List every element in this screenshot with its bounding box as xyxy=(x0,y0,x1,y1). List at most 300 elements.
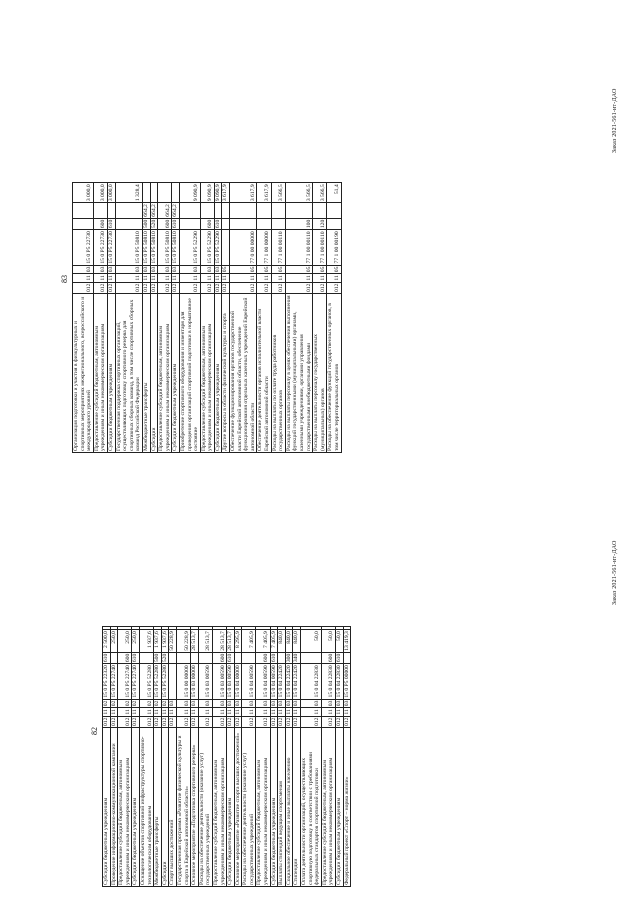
cell-subsection: 03 xyxy=(200,265,214,274)
cell-subsection: 02 xyxy=(161,700,168,707)
row-name: Оснащение объектов спортивной инфраструктуры спортивно-технологическим оборудованием xyxy=(139,728,153,887)
cell-expense-type: 520 xyxy=(161,653,168,663)
cell-expense-type xyxy=(271,218,285,229)
budget-table-body xyxy=(103,627,351,887)
cell-target-article: 77 1 00 00110 xyxy=(313,230,327,265)
cell-section: 11 xyxy=(343,709,350,715)
cell-target-article: 15 0 03 00590 xyxy=(198,664,212,699)
row-name: Расходы на выплаты персоналу государственных (муниципальных) органов xyxy=(313,294,327,453)
cell-expense-type: 520 xyxy=(150,219,157,229)
cell-expense-type xyxy=(115,218,142,229)
cell-ministry: 012 xyxy=(118,716,132,727)
table-row xyxy=(301,627,322,887)
cell-target-article: 15 0 Р5 22740 xyxy=(132,665,139,698)
cell-amount xyxy=(230,203,257,219)
table-row xyxy=(257,183,271,453)
cell-ministry: 012 xyxy=(110,717,117,726)
cell-amount xyxy=(222,203,230,219)
cell-expense-type xyxy=(169,652,177,663)
cell-section: 11 xyxy=(327,274,341,282)
cell-amount: 13 419,3 xyxy=(343,631,350,651)
cell-amount: 7 405,9 xyxy=(256,630,270,653)
cell-ministry: 012 xyxy=(343,717,350,726)
cell-amount xyxy=(321,627,335,630)
cell-amount xyxy=(191,627,199,630)
table-row xyxy=(73,183,94,453)
cell-amount: 3 617,9 xyxy=(257,183,271,203)
table-row xyxy=(242,627,256,887)
cell-section: 11 xyxy=(161,709,168,715)
cell-subsection: 03 xyxy=(93,265,107,274)
cell-target-article: 15 0 03 00590 xyxy=(227,665,234,698)
cell-ministry: 012 xyxy=(107,283,114,292)
table-row xyxy=(139,627,153,887)
page-number: 83 xyxy=(60,275,69,283)
cell-subsection: 05 xyxy=(285,265,312,274)
cell-target-article: 15 0 04 00000 xyxy=(234,665,241,698)
cell-subsection: 03 xyxy=(321,699,335,708)
cell-target-article: 15 0 Р5 00000 xyxy=(343,665,350,698)
row-name: Приобретение спортивного оборудования и инвентаря для приведения организаций спортивной подготовки в нормативное состояние xyxy=(179,294,200,453)
cell-target-article: 77 1 00 00110 xyxy=(285,230,312,265)
cell-section: 11 xyxy=(169,709,176,715)
cell-amount xyxy=(115,203,142,219)
cell-section: 11 xyxy=(222,275,229,281)
cell-expense-type xyxy=(230,218,257,229)
cell-amount xyxy=(103,627,111,630)
cell-subsection: 03 xyxy=(278,700,285,707)
table-row xyxy=(214,183,222,453)
cell-subsection: 03 xyxy=(150,266,157,273)
cell-amount xyxy=(336,627,344,630)
row-name: Предоставление субсидий бюджетным, автономным учреждениям и иным некоммерческим организациям xyxy=(256,728,270,887)
cell-ministry: 012 xyxy=(271,282,285,293)
row-name: Субсидии бюджетным учреждениям xyxy=(107,294,115,453)
page-footer: Заказ 2021-561-ит-ДАО xyxy=(612,540,618,605)
cell-subsection: 03 xyxy=(176,699,190,708)
cell-expense-type xyxy=(198,652,212,663)
cell-section: 11 xyxy=(301,708,322,716)
row-name: Спорт высших достижений xyxy=(169,728,177,887)
table-row xyxy=(179,183,200,453)
row-name: Обеспечение функционирования органов государственной власти Еврейской автономной области, обеспечение функционирования отдельных казенных учреждений Еврейской автономной области xyxy=(230,294,257,453)
cell-section: 11 xyxy=(198,708,212,716)
cell-expense-type: 610 xyxy=(172,219,179,229)
cell-expense-type xyxy=(257,218,271,229)
cell-section: 11 xyxy=(212,708,226,716)
cell-target-article: 77 1 00 00110 xyxy=(271,230,285,265)
cell-target-article: 15 0 04 00590 xyxy=(242,664,256,699)
cell-amount: 250,0 xyxy=(118,630,132,653)
cell-subsection: 03 xyxy=(172,266,179,273)
cell-target-article: 15 0 Р5 50810 xyxy=(158,230,172,265)
cell-amount: 50 228,9 xyxy=(169,631,176,651)
cell-amount xyxy=(176,627,190,630)
cell-expense-type: 610 xyxy=(336,653,342,663)
cell-ministry: 012 xyxy=(154,717,161,726)
cell-amount xyxy=(285,203,312,219)
cell-amount xyxy=(278,627,286,630)
cell-amount xyxy=(293,627,301,630)
cell-amount: 3 566,5 xyxy=(313,183,327,203)
table-row xyxy=(200,183,214,453)
cell-subsection: 03 xyxy=(214,266,221,273)
cell-target-article: 15 0 03 00590 xyxy=(212,664,226,699)
row-name: Предоставление субсидий бюджетным, автономным учреждениям и иным некоммерческим организациям xyxy=(212,728,226,887)
row-name: Предоставление субсидий бюджетным, автономным учреждениям и иным некоммерческим организациям xyxy=(321,728,335,887)
cell-subsection: 03 xyxy=(301,699,322,708)
cell-target-article: 77 1 00 00000 xyxy=(257,230,271,265)
cell-target-article: 15 0 Р5 52290 xyxy=(200,230,214,265)
cell-ministry: 012 xyxy=(132,717,139,726)
table-row xyxy=(150,183,158,453)
cell-subsection: 03 xyxy=(256,699,270,708)
cell-expense-type: 500 xyxy=(154,653,161,663)
cell-amount: 3 566,5 xyxy=(271,183,285,203)
cell-subsection: 05 xyxy=(271,265,285,274)
row-name: Государственная поддержка спортивных организаций, осуществляющих подготовку спортивного резерва для спортивных сборных команд, в том числе спортивных сборных команд Российской Федерации xyxy=(115,294,142,453)
cell-target-article: 15 0 Р5 52280 xyxy=(161,665,168,698)
cell-amount xyxy=(313,203,327,219)
cell-expense-type xyxy=(234,652,242,663)
cell-section: 11 xyxy=(256,708,270,716)
cell-subsection: 03 xyxy=(198,699,212,708)
cell-section: 11 xyxy=(242,708,256,716)
table-row xyxy=(234,627,242,887)
table-row xyxy=(169,627,177,887)
table-row xyxy=(115,183,142,453)
cell-ministry: 012 xyxy=(256,716,270,727)
table-row xyxy=(212,627,226,887)
cell-amount xyxy=(110,627,118,630)
cell-amount: 50 228,9 xyxy=(176,630,190,653)
row-name: Расходы на обеспечение деятельности (оказание услуг) государственных учреждений xyxy=(198,728,212,887)
cell-subsection: 03 xyxy=(293,700,300,707)
cell-section: 11 xyxy=(139,708,153,716)
cell-target-article: 15 0 Р5 50810 xyxy=(142,231,149,264)
cell-amount: 7 405,9 xyxy=(242,630,256,653)
cell-section: 11 xyxy=(179,274,200,282)
cell-ministry: 012 xyxy=(198,716,212,727)
cell-target-article: 15 0 04 22420 xyxy=(285,665,292,698)
cell-target-article: 15 0 Р5 52280 xyxy=(139,664,153,699)
row-name: Обеспечение деятельности органов исполнительной власти Еврейской автономной области xyxy=(257,294,271,453)
table-row xyxy=(198,627,212,887)
cell-subsection: 03 xyxy=(336,700,342,707)
cell-target-article: 15 0 Р5 22730 xyxy=(93,230,107,265)
cell-expense-type xyxy=(301,652,322,663)
cell-section: 11 xyxy=(110,709,117,715)
cell-expense-type: 500 xyxy=(142,219,149,229)
cell-amount: 9 090,9 xyxy=(214,184,221,202)
table-row xyxy=(103,627,111,887)
cell-amount xyxy=(169,627,177,630)
row-name: Расходы на обеспечение деятельности (оказание услуг) государственных учреждений xyxy=(242,728,256,887)
cell-section: 11 xyxy=(132,709,139,715)
cell-ministry: 012 xyxy=(227,717,234,726)
cell-expense-type: 610 xyxy=(103,653,109,663)
cell-subsection: 03 xyxy=(212,699,226,708)
cell-ministry: 012 xyxy=(321,716,335,727)
cell-expense-type: 120 xyxy=(313,218,327,229)
cell-ministry: 012 xyxy=(139,716,153,727)
table-row xyxy=(107,183,115,453)
row-name: Субсидии бюджетным учреждениям xyxy=(227,728,235,887)
cell-target-article: 15 0 Р5 22730 xyxy=(107,231,114,264)
cell-ministry: 012 xyxy=(150,283,157,292)
cell-amount: 28 513,7 xyxy=(191,631,198,651)
cell-ministry: 012 xyxy=(230,282,257,293)
cell-amount: 3 000,0 xyxy=(107,184,114,202)
cell-expense-type xyxy=(179,218,200,229)
cell-amount xyxy=(139,627,153,630)
row-name: Субсидии бюджетным учреждениям xyxy=(172,294,180,453)
cell-amount xyxy=(93,203,107,219)
row-name: Выплаты стипендий ведущим спортсменам xyxy=(278,728,286,887)
cell-amount: 9 090,9 xyxy=(179,183,200,203)
row-name: Проведение информационно-коммуникационной кампании xyxy=(110,728,118,887)
cell-target-article xyxy=(169,664,177,699)
row-name: Оплата деятельности организаций, осуществляющих спортивную подготовку в соответствии с требованиями федеральных стандартов спортивной подготовки xyxy=(301,728,322,887)
cell-amount: 840,0 xyxy=(293,630,301,653)
cell-amount: 1 328,4 xyxy=(115,183,142,203)
cell-amount: 1 937,6 xyxy=(154,630,162,653)
cell-target-article xyxy=(222,230,230,265)
cell-section: 11 xyxy=(214,275,221,281)
cell-expense-type: 600 xyxy=(158,218,172,229)
cell-section: 11 xyxy=(115,274,142,282)
cell-subsection: 03 xyxy=(191,700,198,707)
cell-subsection: 03 xyxy=(343,700,350,707)
cell-target-article: 15 0 04 22830 xyxy=(301,664,322,699)
cell-section: 11 xyxy=(336,709,342,715)
cell-amount: 1 937,6 xyxy=(161,630,169,653)
cell-target-article: 15 0 Р5 52290 xyxy=(214,231,221,264)
cell-expense-type xyxy=(191,652,199,663)
row-name: Предоставление субсидий бюджетным, автономным учреждениям и иным некоммерческим организациям xyxy=(158,294,172,453)
row-name: Субсидии xyxy=(150,294,158,453)
cell-ministry: 012 xyxy=(115,282,142,293)
cell-amount: 840,0 xyxy=(278,630,286,653)
cell-expense-type xyxy=(110,652,118,663)
cell-section: 11 xyxy=(158,274,172,282)
table-row xyxy=(313,183,327,453)
cell-amount: 28 513,7 xyxy=(227,631,234,651)
cell-section: 11 xyxy=(234,709,241,715)
cell-amount: 664,2 xyxy=(172,204,179,217)
cell-section: 11 xyxy=(103,709,109,715)
cell-subsection: 05 xyxy=(222,266,229,273)
table-row xyxy=(191,627,199,887)
cell-amount: 250,0 xyxy=(132,630,140,653)
cell-section: 11 xyxy=(285,709,292,715)
table-row xyxy=(93,183,107,453)
cell-target-article: 15 0 04 22830 xyxy=(336,665,342,698)
table-row xyxy=(293,627,301,887)
cell-target-article: 77 0 00 00000 xyxy=(230,230,257,265)
cell-amount xyxy=(150,183,158,203)
cell-section: 11 xyxy=(270,709,277,715)
cell-section: 11 xyxy=(118,708,132,716)
cell-subsection: 03 xyxy=(242,699,256,708)
cell-expense-type xyxy=(327,218,341,229)
cell-subsection: 03 xyxy=(107,266,114,273)
cell-amount xyxy=(158,183,172,203)
cell-amount: 840,0 xyxy=(285,630,293,653)
row-name: Субсидии бюджетным учреждениям xyxy=(214,294,222,453)
cell-amount: 3 617,9 xyxy=(230,183,257,203)
row-name: Субсидии бюджетным учреждениям xyxy=(270,728,278,887)
table-row xyxy=(285,627,293,887)
cell-section: 11 xyxy=(154,709,161,715)
row-name: Расходы на выплаты по оплате труда работников государственных органов xyxy=(271,294,285,453)
cell-subsection: 03 xyxy=(270,700,277,707)
cell-amount: 2 500,0 xyxy=(103,630,111,653)
cell-amount xyxy=(285,627,293,630)
cell-amount xyxy=(271,203,285,219)
cell-subsection: 03 xyxy=(285,700,292,707)
budget-table-body xyxy=(73,183,342,453)
cell-amount xyxy=(118,627,132,630)
cell-expense-type: 600 xyxy=(118,652,132,663)
cell-subsection: 03 xyxy=(73,265,94,274)
row-name: Расходы на обеспечение функций государственных органов, в том числе территориальных органов xyxy=(327,294,341,453)
cell-ministry: 012 xyxy=(222,283,229,292)
cell-ministry: 012 xyxy=(336,717,342,726)
cell-section: 11 xyxy=(191,709,198,715)
cell-target-article: 77 1 00 00190 xyxy=(327,230,341,265)
row-name: Предоставление субсидий бюджетным, автономным учреждениям и иным некоммерческим организациям xyxy=(118,728,132,887)
cell-expense-type xyxy=(242,652,256,663)
cell-ministry: 012 xyxy=(93,282,107,293)
table-row xyxy=(154,627,162,887)
cell-amount xyxy=(234,627,242,630)
cell-section: 11 xyxy=(278,709,285,715)
cell-amount: 50,0 xyxy=(336,630,344,653)
cell-expense-type: 610 xyxy=(270,653,277,663)
cell-ministry: 012 xyxy=(172,283,179,292)
cell-ministry: 012 xyxy=(313,282,327,293)
cell-expense-type: 610 xyxy=(132,653,139,663)
cell-target-article: 15 0 03 00000 xyxy=(191,665,198,698)
cell-ministry: 012 xyxy=(257,282,271,293)
cell-amount: 1 937,6 xyxy=(139,630,153,653)
cell-subsection: 05 xyxy=(313,265,327,274)
row-name: Государственная программа «Развитие физической культуры и спорта в Еврейской автономной области» xyxy=(176,728,190,887)
cell-amount xyxy=(301,627,322,630)
cell-section: 11 xyxy=(321,708,335,716)
cell-section: 11 xyxy=(257,274,271,282)
cell-ministry: 012 xyxy=(73,282,94,293)
cell-amount xyxy=(132,627,140,630)
cell-amount: 664,2 xyxy=(158,203,172,219)
cell-section: 11 xyxy=(93,274,107,282)
row-name: Субсидии бюджетным учреждениям xyxy=(336,728,344,887)
cell-expense-type xyxy=(343,652,351,663)
table-row xyxy=(270,627,278,887)
cell-ministry: 012 xyxy=(191,717,198,726)
cell-subsection: 03 xyxy=(234,700,241,707)
cell-amount: 3 000,0 xyxy=(93,183,107,203)
cell-amount xyxy=(179,203,200,219)
cell-section: 11 xyxy=(271,274,285,282)
cell-expense-type: 300 xyxy=(285,653,292,663)
table-row xyxy=(222,183,230,453)
cell-target-article: 15 0 Р5 22740 xyxy=(110,665,117,698)
row-name: Субсидии бюджетным учреждениям xyxy=(132,728,140,887)
cell-section: 11 xyxy=(230,274,257,282)
cell-expense-type: 610 xyxy=(214,219,221,229)
row-name: Основное мероприятие «Развитие спорта высших достижений» xyxy=(234,728,242,887)
cell-subsection: 03 xyxy=(142,266,149,273)
cell-amount: 9 090,9 xyxy=(200,183,214,203)
table-row xyxy=(327,183,341,453)
cell-section: 11 xyxy=(293,709,300,715)
cell-amount: 50,0 xyxy=(301,630,322,653)
row-name: Организация подготовки и участия в физкультурных и спортивных мероприятиях межрегионального, всероссийского и международного уровней xyxy=(73,294,94,453)
budget-table xyxy=(72,182,342,453)
cell-ministry: 012 xyxy=(293,717,300,726)
cell-amount xyxy=(154,627,162,630)
row-name: Социальное обеспечение и иные выплаты населению xyxy=(285,728,293,887)
table-row xyxy=(321,627,335,887)
table-row xyxy=(158,183,172,453)
table-row xyxy=(118,627,132,887)
table-row xyxy=(132,627,140,887)
table-row xyxy=(336,627,344,887)
cell-amount: 8 295,9 xyxy=(234,630,242,653)
cell-section: 11 xyxy=(176,708,190,716)
cell-expense-type: 600 xyxy=(212,652,226,663)
cell-expense-type xyxy=(176,652,190,663)
cell-amount xyxy=(142,183,150,203)
row-name: Межбюджетные трансферты xyxy=(142,294,150,453)
cell-amount: 28 513,7 xyxy=(212,630,226,653)
cell-amount: 50,0 xyxy=(321,630,335,653)
cell-ministry: 012 xyxy=(301,716,322,727)
cell-subsection: 02 xyxy=(103,700,109,707)
row-name: Основное мероприятие «Подготовка спортивного резерва» xyxy=(191,728,199,887)
cell-amount: 3 617,9 xyxy=(222,184,229,202)
cell-ministry: 012 xyxy=(179,282,200,293)
cell-target-article: 15 0 04 22830 xyxy=(321,664,335,699)
table-row xyxy=(161,627,169,887)
cell-subsection: 03 xyxy=(158,265,172,274)
cell-subsection: 03 xyxy=(227,700,234,707)
cell-ministry: 012 xyxy=(327,282,341,293)
cell-section: 11 xyxy=(285,274,312,282)
cell-subsection: 03 xyxy=(169,700,176,707)
cell-amount: 28 513,7 xyxy=(198,630,212,653)
cell-ministry: 012 xyxy=(212,716,226,727)
cell-subsection: 02 xyxy=(132,700,139,707)
cell-section: 11 xyxy=(107,275,114,281)
cell-subsection: 02 xyxy=(110,700,117,707)
cell-expense-type: 340 xyxy=(293,653,300,663)
cell-expense-type: 610 xyxy=(107,219,114,229)
cell-ministry: 012 xyxy=(142,283,149,292)
cell-amount xyxy=(343,627,351,630)
row-name: Межбюджетные трансферты xyxy=(154,728,162,887)
cell-section: 11 xyxy=(142,275,149,281)
cell-amount: 664,2 xyxy=(150,204,157,217)
cell-amount: 7 405,9 xyxy=(270,630,278,653)
row-name: Предоставление субсидий бюджетным, автономным учреждениям и иным некоммерческим организациям xyxy=(93,294,107,453)
cell-amount xyxy=(256,627,270,630)
cell-amount xyxy=(200,203,214,219)
cell-expense-type: 600 xyxy=(256,652,270,663)
table-row xyxy=(285,183,312,453)
